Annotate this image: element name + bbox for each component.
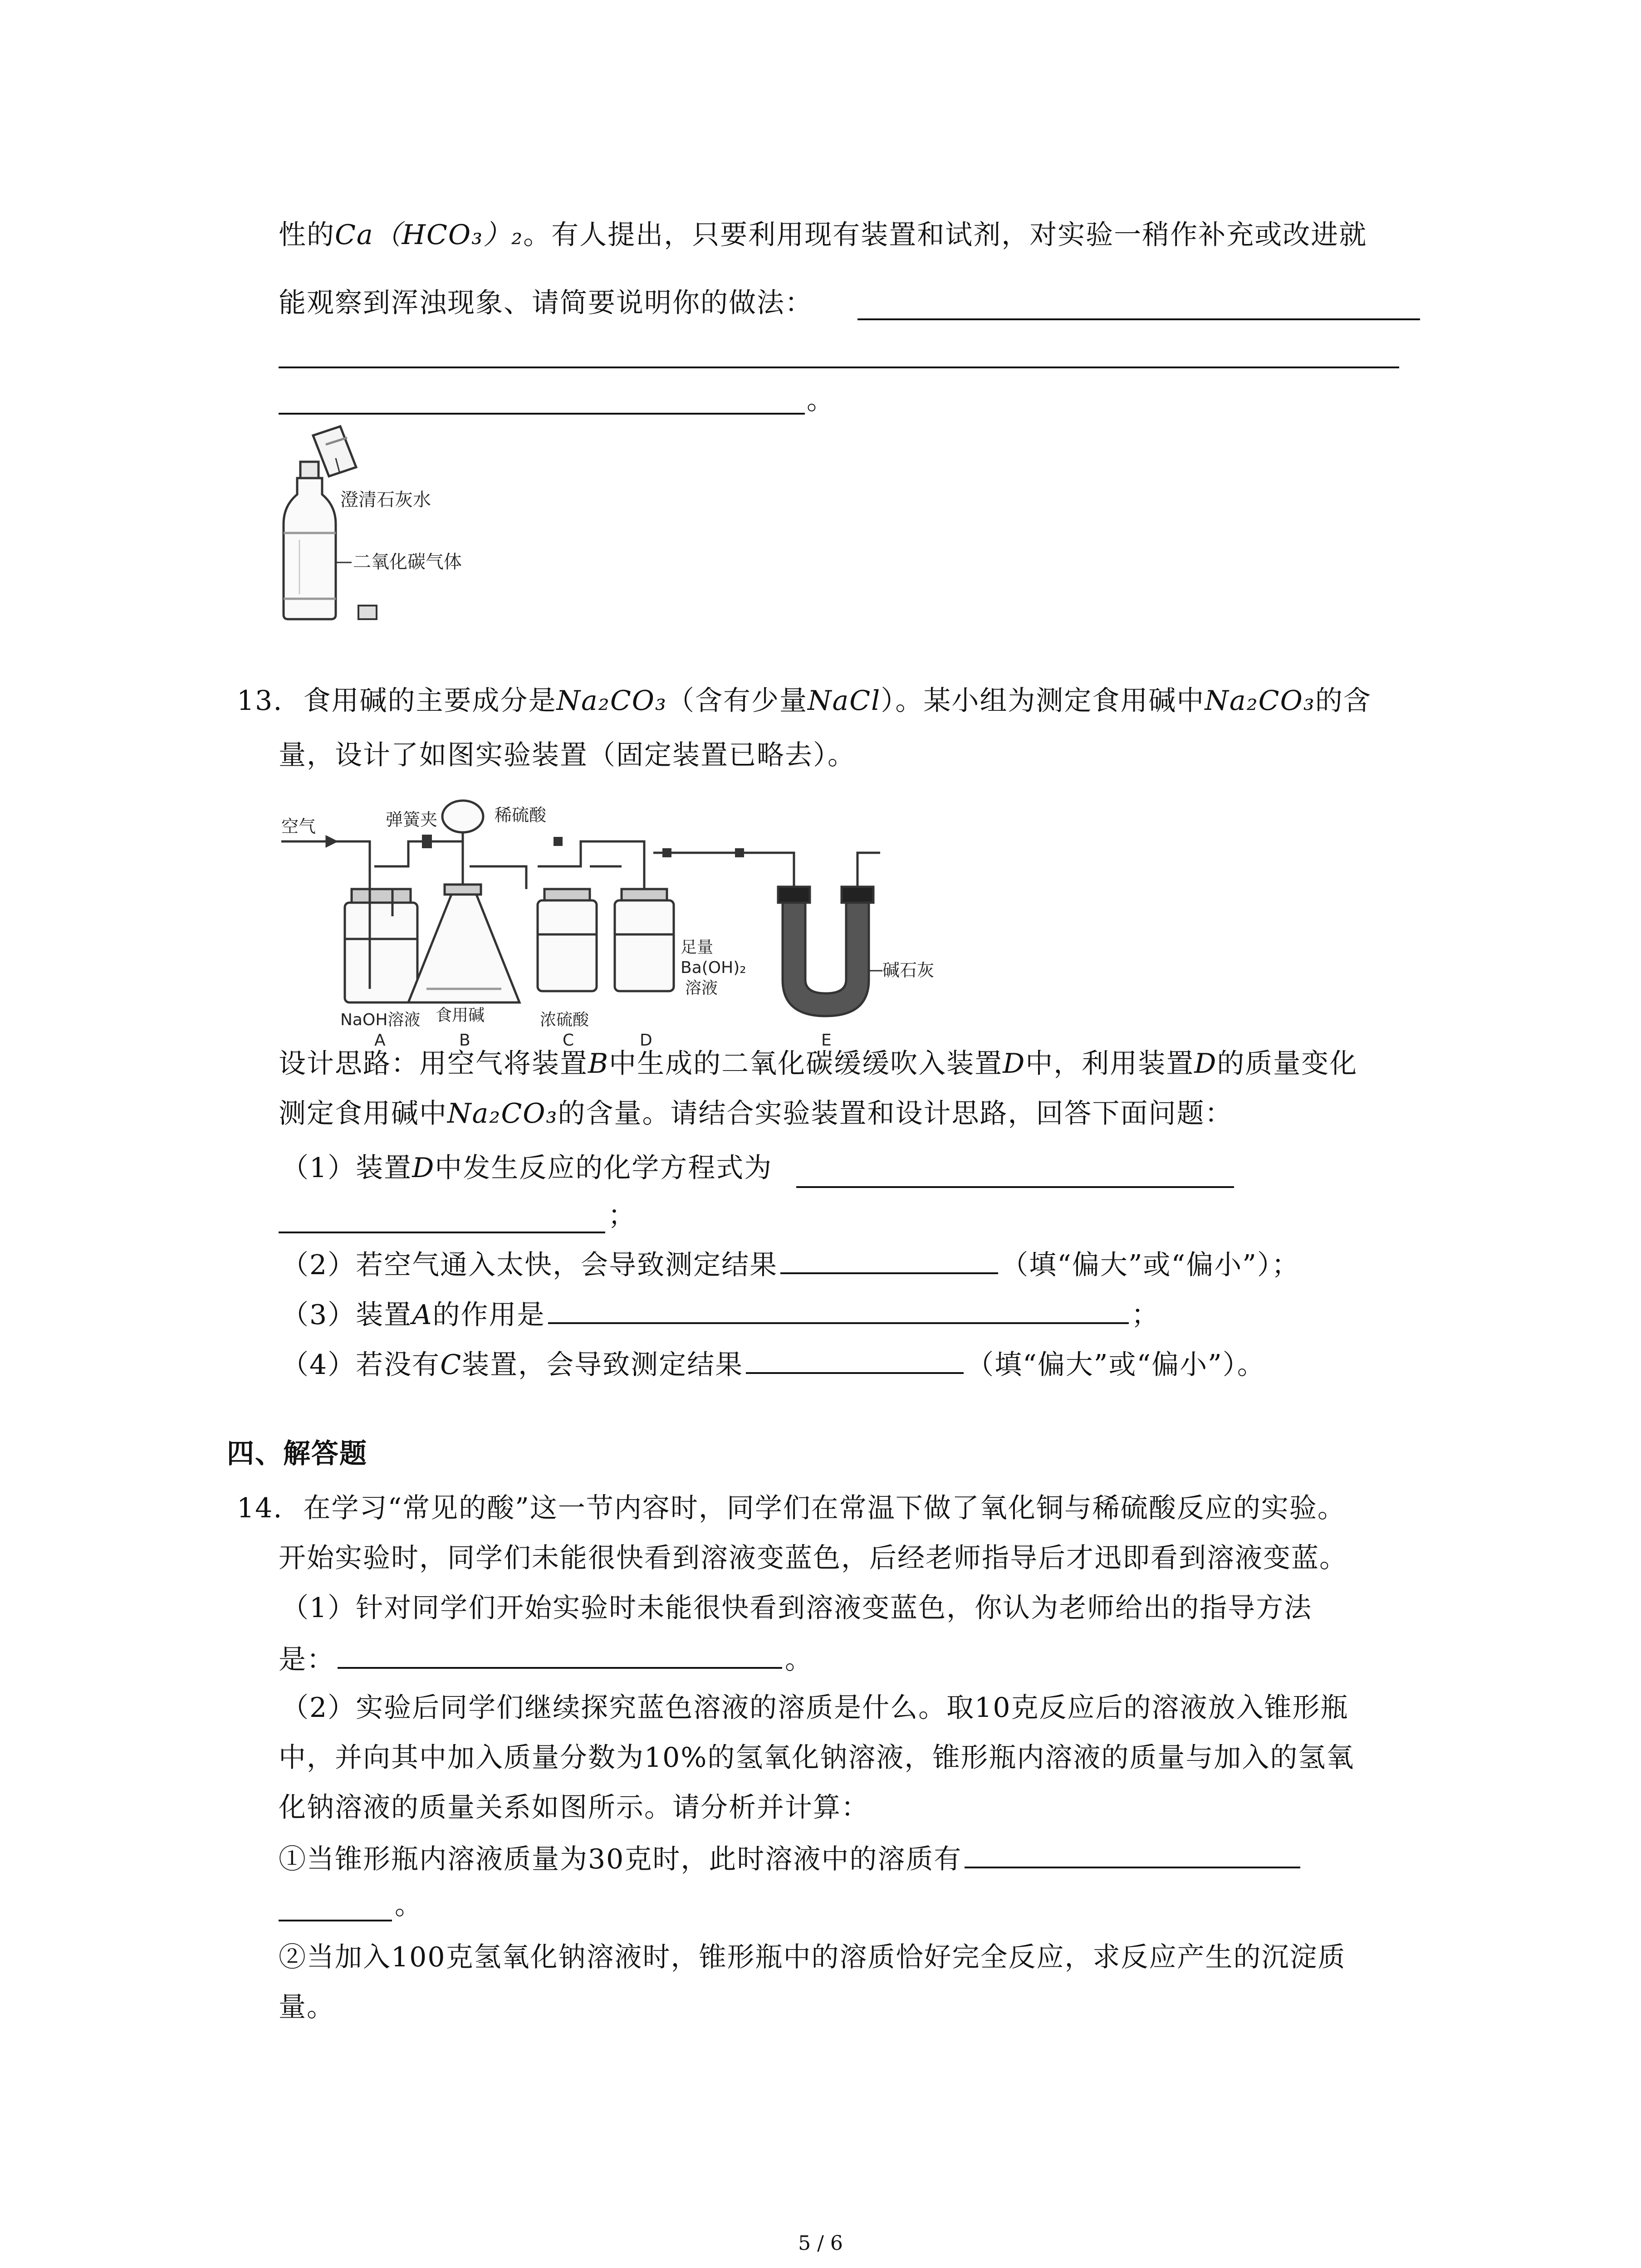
text: 。: [785, 1644, 813, 1676]
text: ①当锥形瓶内溶液质量为30克时，此时溶液中的溶质有: [279, 1843, 962, 1875]
text: 测定食用碱中: [279, 1098, 447, 1129]
spring-clamp-icon: [422, 835, 432, 848]
q13-line-2: [279, 737, 856, 773]
var-d: D: [412, 1152, 435, 1184]
flask-b-icon: [408, 801, 519, 1002]
text: 。: [807, 384, 835, 416]
letter-d: D: [640, 1031, 652, 1050]
q12-end-mark: [807, 382, 835, 418]
letter-c: C: [563, 1031, 574, 1050]
label-spring-clamp: 弹簧夹: [386, 810, 438, 830]
bottle-c-icon: [538, 889, 597, 991]
q13-part-2: [281, 1245, 1300, 1283]
q13-apparatus-figure: [272, 798, 935, 1052]
q14-line-1: [237, 1490, 1346, 1526]
letter-b: B: [459, 1031, 470, 1050]
q12-line-1: [279, 217, 1367, 253]
label-naoh-solution: NaOH溶液: [340, 1011, 421, 1029]
q13-part-3: [281, 1295, 1160, 1333]
text: （2）若空气通入太快，会导致测定结果: [281, 1249, 778, 1281]
answer-blank-q13-1a[interactable]: [796, 1186, 1234, 1188]
text: 的作用是: [432, 1299, 545, 1331]
q13-design-1: [279, 1046, 1357, 1082]
q12-bottle-figure: [272, 426, 526, 626]
q12-line-2: [279, 285, 813, 321]
text: 中，利用装置: [1025, 1048, 1195, 1080]
q14-part-2-line-2: [279, 1740, 1354, 1776]
text: 的含量。请结合实验装置和设计思路，回答下面问题：: [558, 1098, 1233, 1129]
answer-blank-q13-4[interactable]: [746, 1345, 964, 1374]
text: ②当加入100克氢氧化钠溶液时，锥形瓶中的溶质恰好完全反应，求反应产生的沉淀质: [279, 1941, 1346, 1973]
formula-na2co3: Na₂CO₃: [1205, 685, 1315, 717]
text: （1）装置: [281, 1152, 412, 1184]
q14-part-2-line-3: [279, 1789, 869, 1826]
answer-blank-q14-2a[interactable]: [965, 1839, 1300, 1868]
q13-design-2: [279, 1095, 1233, 1132]
text: （填“偏大”或“偏小”）。: [966, 1349, 1265, 1381]
text: 是：: [279, 1644, 335, 1676]
q14-part-1-line-2: [279, 1640, 813, 1678]
bottle-a-icon: [345, 889, 417, 1002]
text: ；: [608, 1200, 636, 1232]
q13-part-1: [281, 1150, 772, 1186]
label-solution: 溶液: [685, 979, 718, 997]
text: 设计思路：用空气将装置: [279, 1048, 588, 1080]
answer-blank-q12-a[interactable]: [857, 318, 1420, 320]
text: 量。: [279, 1991, 335, 2023]
answer-blank-q12-c[interactable]: [279, 413, 805, 415]
var-c: C: [440, 1349, 462, 1381]
q14-part-1-line-1: [281, 1590, 1312, 1626]
label-enough: 足量: [681, 938, 714, 957]
label-lime-water: 澄清石灰水: [340, 489, 431, 510]
text: 中发生反应的化学方程式为: [435, 1152, 773, 1184]
var-d: D: [1194, 1048, 1217, 1080]
text: （含有少量: [666, 685, 808, 717]
text: 四、解答题: [227, 1438, 367, 1470]
text: （2）实验后同学们继续探究蓝色溶液的溶质是什么。取10克反应后的溶液放入锥形瓶: [281, 1692, 1349, 1724]
text: ；: [1131, 1299, 1160, 1331]
text: 开始实验时，同学们未能很快看到溶液变蓝色，后经老师指导后才迅即看到溶液变蓝。: [279, 1542, 1347, 1574]
q14-sub-1-line-1: [279, 1839, 1303, 1877]
answer-blank-q13-3[interactable]: [548, 1295, 1129, 1324]
letter-e: E: [821, 1031, 832, 1050]
section-heading: [227, 1436, 367, 1472]
q13-line-1: [237, 683, 1372, 719]
answer-blank-q12-b[interactable]: [279, 367, 1399, 368]
var-b: B: [588, 1048, 609, 1080]
formula-nacl: NaCl: [807, 685, 881, 717]
text: 在学习“常见的酸”这一节内容时，同学们在常温下做了氧化铜与稀硫酸反应的实验。: [303, 1492, 1346, 1524]
formula-ca-hco3: Ca（HCO₃）₂: [335, 219, 524, 251]
label-baoh2: Ba(OH)₂: [681, 958, 746, 977]
page-number: [0, 2232, 1641, 2255]
answer-blank-q14-1[interactable]: [338, 1640, 782, 1669]
text: （4）若没有: [281, 1349, 441, 1381]
var-d: D: [1003, 1048, 1026, 1080]
q14-line-2: [279, 1540, 1347, 1576]
formula-na2co3: Na₂CO₃: [556, 685, 667, 717]
text: 装置，会导致测定结果: [462, 1349, 744, 1381]
bottle-d-icon: [615, 889, 674, 991]
text: 食用碱的主要成分是: [303, 685, 557, 717]
text: ）。某小组为测定食用碱中: [881, 685, 1205, 717]
text: 。: [395, 1889, 423, 1921]
text: 能观察到浑浊现象、请简要说明你的做法：: [279, 287, 813, 319]
label-soda-lime: 碱石灰: [882, 960, 935, 980]
label-dilute-sulfuric-acid: 稀硫酸: [495, 805, 547, 825]
text: 性的: [279, 219, 335, 251]
q14-part-2-line-1: [281, 1690, 1349, 1726]
q14-sub-2-line-1: [279, 1939, 1346, 1975]
text: 的含: [1315, 685, 1372, 717]
question-number: 14.: [237, 1492, 283, 1524]
text: （1）针对同学们开始实验时未能很快看到溶液变蓝色，你认为老师给出的指导方法: [281, 1592, 1313, 1624]
letter-a: A: [374, 1031, 386, 1050]
bottle-icon: [284, 462, 336, 619]
question-number: 13.: [237, 685, 283, 717]
var-a: A: [412, 1299, 433, 1331]
text: 量，设计了如图实验装置（固定装置已略去）。: [279, 739, 856, 771]
text: 中，并向其中加入质量分数为10%的氢氧化钠溶液，锥形瓶内溶液的质量与加入的氢氧: [279, 1742, 1355, 1774]
q14-sub-2-line-2: [279, 1989, 335, 2025]
text: 。有人提出，只要利用现有装置和试剂，对实验一稍作补充或改进就: [523, 219, 1367, 251]
label-co2-gas: 二氧化碳气体: [353, 552, 462, 572]
label-edible-soda: 食用碱: [436, 1006, 485, 1025]
answer-blank-q13-2[interactable]: [780, 1245, 998, 1274]
text: 化钠溶液的质量关系如图所示。请分析并计算：: [279, 1792, 869, 1823]
answer-blank-q14-2b[interactable]: [279, 1920, 392, 1921]
formula-na2co3: Na₂CO₃: [447, 1098, 558, 1129]
text: 的质量变化: [1217, 1048, 1358, 1080]
text: 中生成的二氧化碳缓缓吹入装置: [609, 1048, 1003, 1080]
q13-part-4: [281, 1345, 1265, 1383]
q14-sub-1-end: [395, 1887, 423, 1923]
text: （填“偏大”或“偏小”）；: [1001, 1249, 1300, 1281]
u-tube-e-icon: [778, 887, 873, 1016]
answer-blank-q13-1b[interactable]: [279, 1232, 605, 1233]
bottle-cap-icon: [358, 606, 377, 619]
q13-semicolon-1: [608, 1198, 636, 1234]
label-air: 空气: [281, 816, 316, 836]
label-conc-sulfuric-acid: 浓硫酸: [540, 1011, 589, 1029]
text: （3）装置: [281, 1299, 412, 1331]
text: 5 / 6: [798, 2232, 843, 2255]
